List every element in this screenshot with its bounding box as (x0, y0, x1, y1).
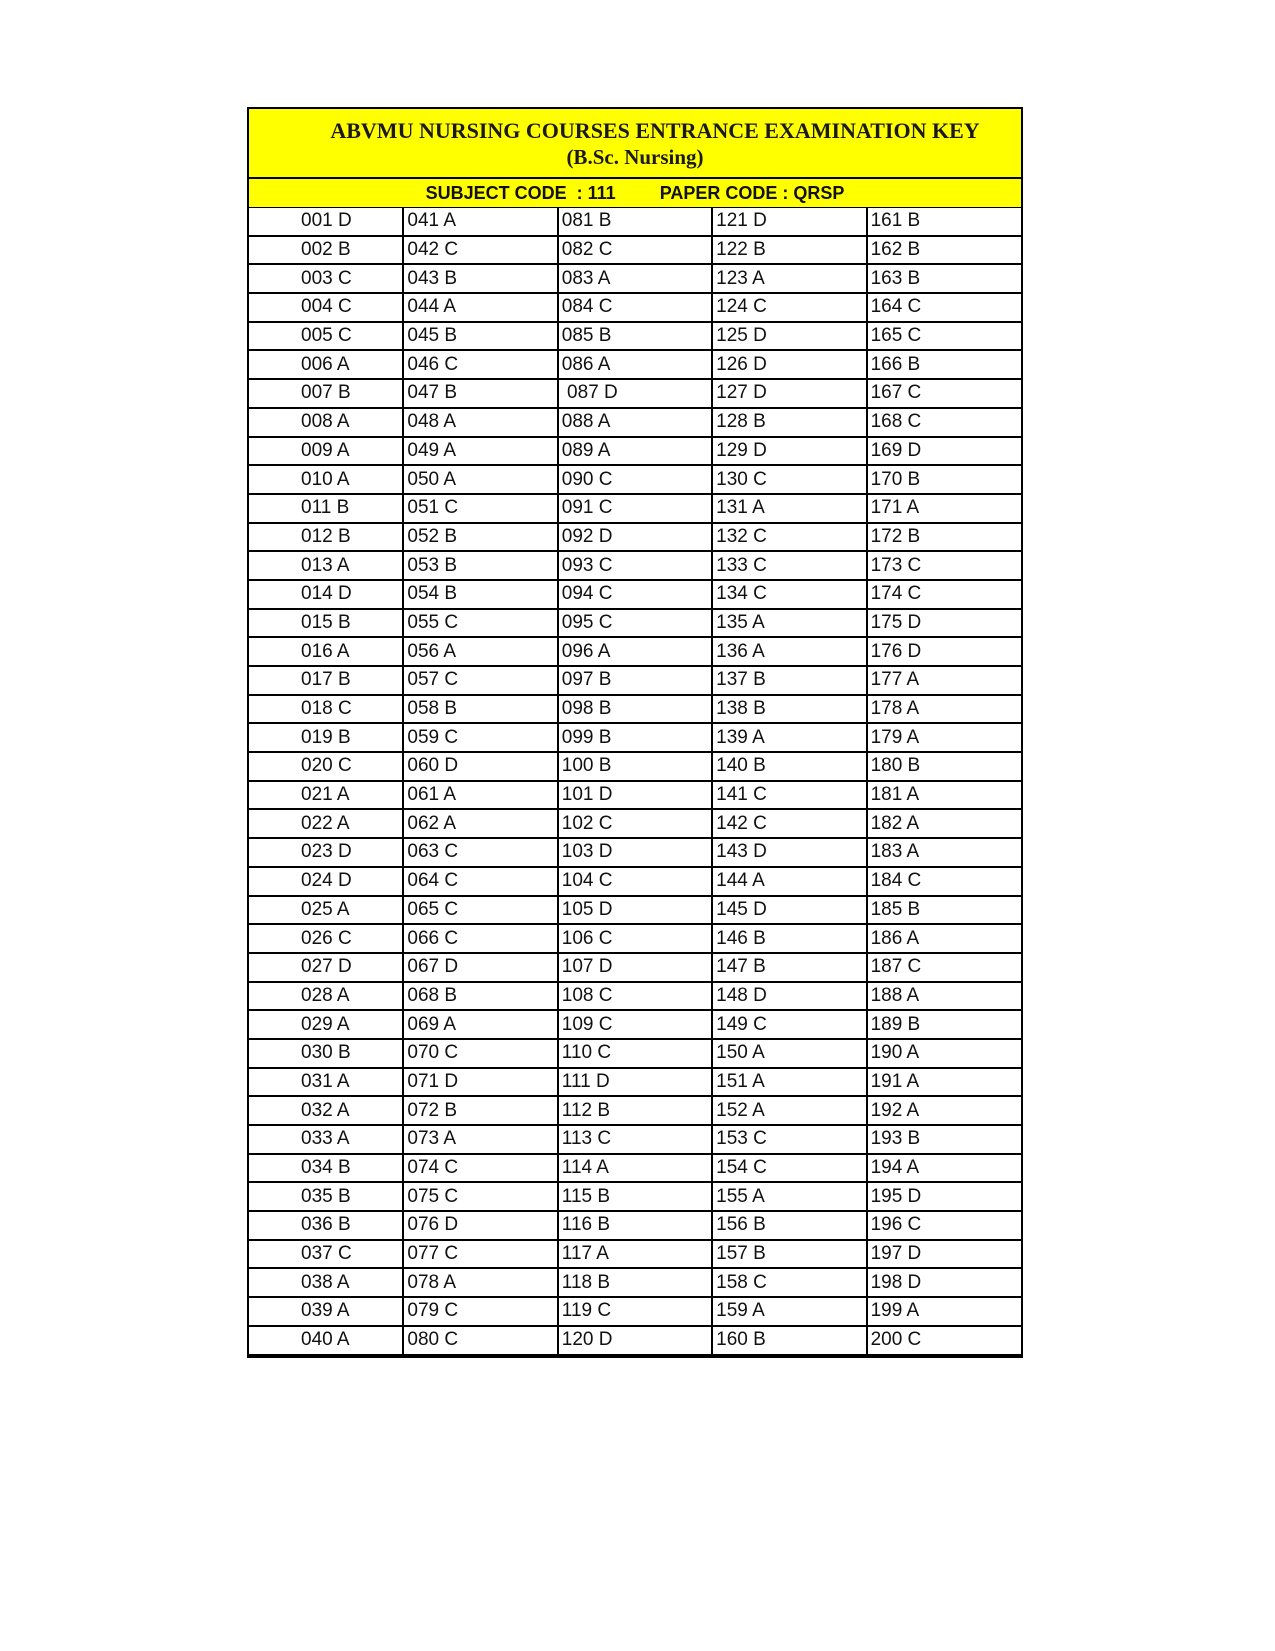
answer-cell: 181 A (867, 781, 1021, 810)
table-row (249, 437, 1021, 466)
answer-cell: 018 C (249, 695, 403, 724)
table-row (249, 236, 1021, 265)
answer-cell: 051 C (403, 494, 557, 523)
answer-cell: 090 C (558, 465, 712, 494)
answer-cell: 042 C (403, 236, 557, 265)
answer-cell: 197 D (867, 1240, 1021, 1269)
document-subtitle: (B.Sc. Nursing) (566, 145, 704, 169)
answer-cell: 035 B (249, 1182, 403, 1211)
answer-cell: 179 A (867, 723, 1021, 752)
answer-cell: 010 A (249, 465, 403, 494)
answer-cell: 116 B (558, 1211, 712, 1240)
answer-cell: 110 C (558, 1039, 712, 1068)
answer-cell: 016 A (249, 637, 403, 666)
answer-cell: 158 C (712, 1268, 866, 1297)
answer-cell: 115 B (558, 1182, 712, 1211)
answer-cell: 142 C (712, 809, 866, 838)
table-row (249, 781, 1021, 810)
answer-cell: 156 B (712, 1211, 866, 1240)
answer-cell: 168 C (867, 408, 1021, 437)
answer-cell: 092 D (558, 523, 712, 552)
answer-cell: 059 C (403, 723, 557, 752)
answer-cell: 174 C (867, 580, 1021, 609)
answer-cell: 144 A (712, 867, 866, 896)
answer-cell: 163 B (867, 264, 1021, 293)
answer-cell: 003 C (249, 264, 403, 293)
answer-cell: 154 C (712, 1154, 866, 1183)
answer-cell: 012 B (249, 523, 403, 552)
answer-cell: 014 D (249, 580, 403, 609)
answer-cell: 172 B (867, 523, 1021, 552)
answer-cell: 017 B (249, 666, 403, 695)
answer-cell: 169 D (867, 437, 1021, 466)
answer-cell: 122 B (712, 236, 866, 265)
answer-cell: 031 A (249, 1068, 403, 1097)
answer-cell: 070 C (403, 1039, 557, 1068)
answer-cell: 171 A (867, 494, 1021, 523)
table-row (249, 896, 1021, 925)
table-row (249, 953, 1021, 982)
answer-cell: 195 D (867, 1182, 1021, 1211)
answer-cell: 114 A (558, 1154, 712, 1183)
answer-cell: 106 C (558, 924, 712, 953)
answer-cell: 028 A (249, 982, 403, 1011)
answer-cell: 107 D (558, 953, 712, 982)
table-row (249, 1268, 1021, 1297)
answer-cell: 125 D (712, 322, 866, 351)
answer-cell: 160 B (712, 1326, 866, 1355)
answer-cell: 034 B (249, 1154, 403, 1183)
answer-cell: 001 D (249, 208, 403, 236)
table-row (249, 1125, 1021, 1154)
answer-cell: 062 A (403, 809, 557, 838)
table-row (249, 1154, 1021, 1183)
answer-cell: 073 A (403, 1125, 557, 1154)
answer-cell: 148 D (712, 982, 866, 1011)
document-title: ABVMU NURSING COURSES ENTRANCE EXAMINATION KEY (330, 118, 980, 143)
answer-cell: 146 B (712, 924, 866, 953)
answer-cell: 068 B (403, 982, 557, 1011)
table-row (249, 1039, 1021, 1068)
answer-cell: 101 D (558, 781, 712, 810)
answer-cell: 103 D (558, 838, 712, 867)
answer-cell: 159 A (712, 1297, 866, 1326)
table-row (249, 494, 1021, 523)
answer-cell: 044 A (403, 293, 557, 322)
answer-cell: 056 A (403, 637, 557, 666)
answer-cell: 137 B (712, 666, 866, 695)
answer-cell: 072 B (403, 1096, 557, 1125)
table-row (249, 523, 1021, 552)
answer-cell: 153 C (712, 1125, 866, 1154)
answer-cell: 043 B (403, 264, 557, 293)
table-row (249, 465, 1021, 494)
answer-cell: 071 D (403, 1068, 557, 1097)
table-row (249, 982, 1021, 1011)
answer-cell: 129 D (712, 437, 866, 466)
table-row (249, 752, 1021, 781)
answer-cell: 041 A (403, 208, 557, 236)
answer-cell: 065 C (403, 896, 557, 925)
answer-cell: 057 C (403, 666, 557, 695)
table-row (249, 322, 1021, 351)
answer-cell: 021 A (249, 781, 403, 810)
answer-cell: 151 A (712, 1068, 866, 1097)
table-row (249, 1326, 1021, 1355)
answer-cell: 143 D (712, 838, 866, 867)
table-row (249, 350, 1021, 379)
answer-cell: 138 B (712, 695, 866, 724)
answer-cell: 140 B (712, 752, 866, 781)
table-row (249, 551, 1021, 580)
table-row (249, 1297, 1021, 1326)
answer-cell: 046 C (403, 350, 557, 379)
answer-cell: 052 B (403, 523, 557, 552)
answer-cell: 086 A (558, 350, 712, 379)
answer-cell: 058 B (403, 695, 557, 724)
answer-cell: 185 B (867, 896, 1021, 925)
answer-cell: 111 D (558, 1068, 712, 1097)
answer-cell: 099 B (558, 723, 712, 752)
answer-cell: 104 C (558, 867, 712, 896)
answer-cell: 199 A (867, 1297, 1021, 1326)
answer-cell: 131 A (712, 494, 866, 523)
answer-cell: 139 A (712, 723, 866, 752)
answer-cell: 050 A (403, 465, 557, 494)
answer-key-table (249, 208, 1021, 1356)
answer-cell: 083 A (558, 264, 712, 293)
answer-cell: 124 C (712, 293, 866, 322)
answer-cell: 198 D (867, 1268, 1021, 1297)
answer-cell: 173 C (867, 551, 1021, 580)
answer-cell: 130 C (712, 465, 866, 494)
answer-cell: 176 D (867, 637, 1021, 666)
answer-cell: 084 C (558, 293, 712, 322)
answer-cell: 063 C (403, 838, 557, 867)
answer-cell: 032 A (249, 1096, 403, 1125)
answer-cell: 078 A (403, 1268, 557, 1297)
answer-cell: 048 A (403, 408, 557, 437)
answer-cell: 064 C (403, 867, 557, 896)
answer-cell: 170 B (867, 465, 1021, 494)
answer-cell: 187 C (867, 953, 1021, 982)
answer-cell: 097 B (558, 666, 712, 695)
answer-cell: 127 D (712, 379, 866, 408)
table-row (249, 723, 1021, 752)
answer-cell: 030 B (249, 1039, 403, 1068)
answer-cell: 029 A (249, 1010, 403, 1039)
answer-cell: 038 A (249, 1268, 403, 1297)
answer-cell: 102 C (558, 809, 712, 838)
answer-cell: 082 C (558, 236, 712, 265)
answer-cell: 183 A (867, 838, 1021, 867)
answer-cell: 027 D (249, 953, 403, 982)
answer-cell: 095 C (558, 609, 712, 638)
answer-cell: 011 B (249, 494, 403, 523)
answer-cell: 005 C (249, 322, 403, 351)
answer-cell: 190 A (867, 1039, 1021, 1068)
answer-cell: 081 B (558, 208, 712, 236)
subject-code: SUBJECT CODE : 111 (425, 183, 616, 203)
answer-cell: 074 C (403, 1154, 557, 1183)
answer-cell: 150 A (712, 1039, 866, 1068)
answer-cell: 002 B (249, 236, 403, 265)
table-row (249, 809, 1021, 838)
table-row (249, 1240, 1021, 1269)
answer-cell: 192 A (867, 1096, 1021, 1125)
answer-cell: 061 A (403, 781, 557, 810)
answer-cell: 145 D (712, 896, 866, 925)
table-row (249, 208, 1021, 236)
answer-cell: 175 D (867, 609, 1021, 638)
answer-cell: 177 A (867, 666, 1021, 695)
table-row (249, 695, 1021, 724)
table-row (249, 838, 1021, 867)
answer-cell: 022 A (249, 809, 403, 838)
answer-cell: 119 C (558, 1297, 712, 1326)
answer-cell: 161 B (867, 208, 1021, 236)
answer-cell: 109 C (558, 1010, 712, 1039)
answer-cell: 135 A (712, 609, 866, 638)
answer-cell: 167 C (867, 379, 1021, 408)
answer-cell: 096 A (558, 637, 712, 666)
answer-cell: 037 C (249, 1240, 403, 1269)
answer-cell: 077 C (403, 1240, 557, 1269)
answer-cell: 118 B (558, 1268, 712, 1297)
answer-cell: 094 C (558, 580, 712, 609)
answer-cell: 049 A (403, 437, 557, 466)
answer-cell: 019 B (249, 723, 403, 752)
answer-cell: 085 B (558, 322, 712, 351)
table-row (249, 264, 1021, 293)
answer-cell: 008 A (249, 408, 403, 437)
answer-cell: 060 D (403, 752, 557, 781)
table-row (249, 580, 1021, 609)
answer-cell: 053 B (403, 551, 557, 580)
answer-cell: 108 C (558, 982, 712, 1011)
table-row (249, 666, 1021, 695)
answer-cell: 191 A (867, 1068, 1021, 1097)
answer-cell: 036 B (249, 1211, 403, 1240)
table-row (249, 379, 1021, 408)
answer-cell: 023 D (249, 838, 403, 867)
code-row (249, 179, 1021, 208)
answer-cell: 100 B (558, 752, 712, 781)
answer-cell: 123 A (712, 264, 866, 293)
answer-cell: 026 C (249, 924, 403, 953)
answer-cell: 155 A (712, 1182, 866, 1211)
table-row (249, 924, 1021, 953)
answer-cell: 200 C (867, 1326, 1021, 1355)
title-block (249, 109, 1021, 179)
table-row (249, 1096, 1021, 1125)
answer-cell: 015 B (249, 609, 403, 638)
answer-cell: 079 C (403, 1297, 557, 1326)
answer-cell: 055 C (403, 609, 557, 638)
answer-cell: 120 D (558, 1326, 712, 1355)
answer-cell: 193 B (867, 1125, 1021, 1154)
table-row (249, 408, 1021, 437)
answer-cell: 194 A (867, 1154, 1021, 1183)
answer-cell: 091 C (558, 494, 712, 523)
answer-cell: 162 B (867, 236, 1021, 265)
answer-cell: 025 A (249, 896, 403, 925)
answer-cell: 098 B (558, 695, 712, 724)
answer-cell: 134 C (712, 580, 866, 609)
answer-cell: 132 C (712, 523, 866, 552)
table-row (249, 609, 1021, 638)
answer-cell: 007 B (249, 379, 403, 408)
answer-cell: 006 A (249, 350, 403, 379)
answer-cell: 136 A (712, 637, 866, 666)
answer-cell: 178 A (867, 695, 1021, 724)
answer-cell: 196 C (867, 1211, 1021, 1240)
table-row (249, 1010, 1021, 1039)
answer-cell: 121 D (712, 208, 866, 236)
answer-cell: 080 C (403, 1326, 557, 1355)
answer-cell: 047 B (403, 379, 557, 408)
answer-cell: 075 C (403, 1182, 557, 1211)
table-row (249, 1068, 1021, 1097)
answer-cell: 141 C (712, 781, 866, 810)
answer-cell: 189 B (867, 1010, 1021, 1039)
answer-cell: 182 A (867, 809, 1021, 838)
table-row (249, 293, 1021, 322)
answer-cell: 004 C (249, 293, 403, 322)
answer-cell: 076 D (403, 1211, 557, 1240)
table-row (249, 1182, 1021, 1211)
answer-cell: 133 C (712, 551, 866, 580)
table-row (249, 1211, 1021, 1240)
answer-cell: 045 B (403, 322, 557, 351)
answer-cell: 105 D (558, 896, 712, 925)
answer-key-sheet (247, 107, 1023, 1358)
answer-cell: 113 C (558, 1125, 712, 1154)
answer-cell: 033 A (249, 1125, 403, 1154)
answer-cell: 013 A (249, 551, 403, 580)
answer-cell: 093 C (558, 551, 712, 580)
answer-cell: 040 A (249, 1326, 403, 1355)
answer-cell: 089 A (558, 437, 712, 466)
answer-cell: 147 B (712, 953, 866, 982)
answer-cell: 165 C (867, 322, 1021, 351)
answer-cell: 164 C (867, 293, 1021, 322)
answer-cell: 188 A (867, 982, 1021, 1011)
answer-cell: 157 B (712, 1240, 866, 1269)
table-row (249, 867, 1021, 896)
answer-cell: 054 B (403, 580, 557, 609)
answer-cell: 180 B (867, 752, 1021, 781)
answer-cell: 152 A (712, 1096, 866, 1125)
table-row (249, 637, 1021, 666)
answer-cell: 069 A (403, 1010, 557, 1039)
answer-cell: 184 C (867, 867, 1021, 896)
paper-code: PAPER CODE : QRSP (659, 183, 845, 203)
answer-cell: 149 C (712, 1010, 866, 1039)
answer-cell: 166 B (867, 350, 1021, 379)
answer-cell: 009 A (249, 437, 403, 466)
answer-cell: 186 A (867, 924, 1021, 953)
answer-cell: 126 D (712, 350, 866, 379)
answer-cell: 128 B (712, 408, 866, 437)
answer-cell: 066 C (403, 924, 557, 953)
answer-cell: 088 A (558, 408, 712, 437)
answer-cell: 039 A (249, 1297, 403, 1326)
answer-cell: 024 D (249, 867, 403, 896)
answer-cell: 087 D (558, 379, 712, 408)
answer-cell: 020 C (249, 752, 403, 781)
answer-cell: 067 D (403, 953, 557, 982)
answer-cell: 112 B (558, 1096, 712, 1125)
answer-cell: 117 A (558, 1240, 712, 1269)
